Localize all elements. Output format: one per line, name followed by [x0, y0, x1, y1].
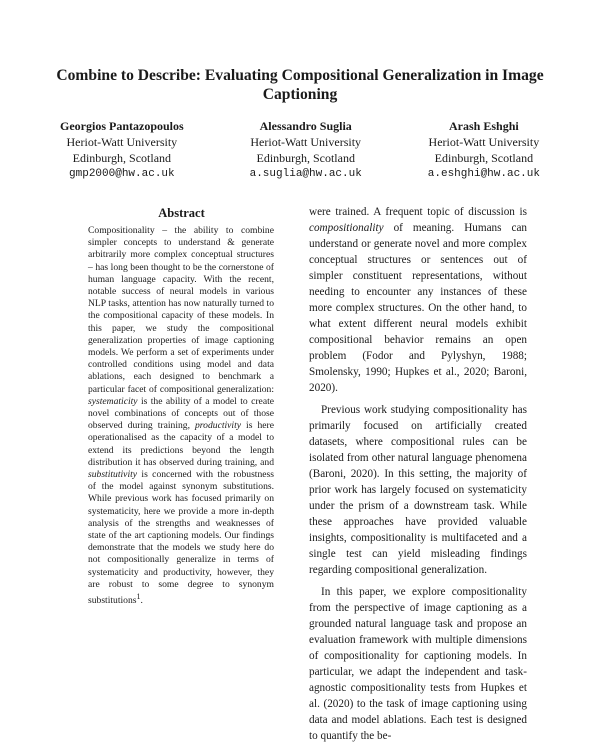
paragraph-3: In this paper, we explore compositionality from the perspective of image captioning as a grounded natural language task and propose an evaluation framework with multiple dimensions of compositionality for captioning models. In particular, we adapt the independent and task-agnostic compositionality tests from Hupkes et al. (2020) to the task of image captioning using data and model ablations. Each test is designed to quantify the be- [309, 586, 527, 742]
author-email[interactable]: a.eshghi@hw.ac.uk [427, 168, 540, 180]
author-email[interactable]: a.suglia@hw.ac.uk [249, 168, 362, 180]
term-systematicity: systematicity [88, 395, 138, 407]
paragraph-part: of meaning. Humans can understand or generate novel and more complex conceptual structures or sentences out of simpler constituent representations, without needing to encounter any instances of these more complex structures. On the other hand, to what extent different neural models exhibit compositional behavior remains an open problem (Fodor and Pylyshyn, 1988; Smolensky, 1990; Hupkes et al., 2020; Baroni, 2020). [309, 222, 527, 394]
term-productivity: productivity [195, 420, 242, 432]
author-location: Edinburgh, Scotland [434, 151, 534, 165]
author-block [60, 118, 540, 182]
abstract-part: is the ability of a model to create novel combinations of concepts out of those observed during training, [88, 395, 274, 432]
author-email[interactable]: gmp2000@hw.ac.uk [69, 168, 175, 180]
paper-title: Combine to Describe: Evaluating Compositional Generalization in Image Captioning [56, 67, 544, 103]
right-column [309, 204, 527, 750]
author-2 [250, 118, 362, 182]
abstract-part: Compositionality – the ability to combine simpler concepts to understand & generate arbitrarily more complex conceptual structures – has long been thought to be the cornerstone of human language capacity. With the recent, notable success of neural models in various NLP tasks, attention has now naturally turned to the compositional capacity of these models. In this paper, we study the compositional generalization properties of image captioning models. We perform a set of experiments under controlled conditions using model and data ablations, each designed to benchmark a particular facet of compositional generalization: [88, 225, 274, 395]
abstract-part: is concerned with the robustness of the model against synonym substitutions. While previous work has focused primarily on systematicity, here we provide a more in-depth analysis of the strengths and weaknesses of state of the art captioning models. Our findings demonstrate that the models we study here do not compositionally generalize in terms of systematicity and productivity, however, they are robust to some degree to synonym substitutions [88, 469, 274, 607]
paragraph-2: Previous work studying compositionality has primarily focused on artificially created datasets, where compositional rules can be isolated from other natural language phenomena (Baroni, 2020). In this setting, the majority of prior work has largely focused on systematicity under the prism of a downstream task. While these approaches have provided valuable insights, compositionality is multifaceted and a single test can yield misleading findings regarding compositional generalization. [309, 404, 527, 576]
author-location: Edinburgh, Scotland [256, 151, 355, 165]
author-affiliation: Heriot-Watt University [66, 135, 178, 149]
footnote-mark[interactable]: 1 [136, 592, 141, 602]
author-name: Georgios Pantazopoulos [60, 119, 184, 133]
author-name: Alessandro Suglia [259, 119, 352, 133]
author-3 [428, 118, 540, 182]
term-compositionality: compositionality [309, 222, 384, 234]
author-affiliation: Heriot-Watt University [428, 135, 540, 149]
author-name: Arash Eshghi [449, 119, 519, 133]
abstract-part: is here operationalised as the capacity of a model to extend its predictions beyond the length distribution it has observed during training, and [88, 420, 274, 468]
paragraph-1 [309, 204, 527, 396]
author-affiliation: Heriot-Watt University [250, 135, 362, 149]
author-1 [60, 118, 184, 182]
term-substitutivity: substitutivity [88, 469, 138, 481]
abstract-heading: Abstract [158, 206, 205, 220]
abstract-end: . [140, 595, 143, 607]
abstract-text [88, 225, 274, 607]
author-location: Edinburgh, Scotland [72, 151, 172, 165]
paragraph-part: were trained. A frequent topic of discussion is [309, 206, 527, 218]
